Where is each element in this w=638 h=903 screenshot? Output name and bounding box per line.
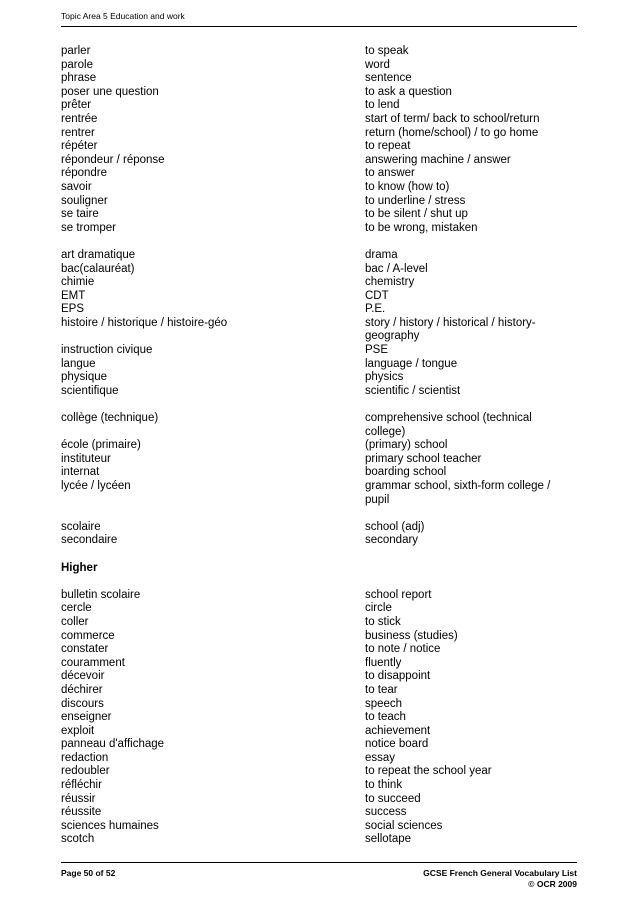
english-translation: PSE — [365, 344, 389, 357]
english-translation: achievement — [365, 724, 431, 737]
vocab-row — [61, 113, 577, 127]
english-translation: to tear — [365, 683, 398, 696]
french-term: parler — [61, 45, 91, 57]
vocab-row — [61, 86, 577, 100]
vocabulary-list — [61, 45, 577, 847]
vocab-row — [61, 820, 577, 834]
english-translation: to be silent / shut up — [365, 208, 468, 221]
english-translation: fluently — [365, 656, 402, 669]
french-term: EPS — [61, 303, 85, 316]
vocab-row — [61, 167, 577, 181]
english-translation: bac / A-level — [365, 262, 428, 275]
french-term: couramment — [61, 656, 125, 669]
french-term: prêter — [61, 99, 92, 112]
vocab-row — [61, 711, 577, 725]
vocab-row — [61, 616, 577, 630]
english-translation: to repeat — [365, 140, 411, 153]
vocab-row — [61, 140, 577, 154]
vocab-row — [61, 779, 577, 793]
french-term: bac(calauréat) — [61, 262, 135, 275]
english-translation: scientific / scientist — [365, 384, 461, 397]
english-translation: to think — [365, 779, 403, 792]
french-term: décevoir — [61, 670, 105, 683]
vocab-row — [61, 45, 577, 59]
copyright-notice: © OCR 2009 — [528, 879, 577, 889]
spacer — [61, 398, 577, 412]
vocab-row — [61, 303, 577, 317]
english-translation: answering machine / answer — [365, 153, 511, 166]
vocab-row — [61, 59, 577, 73]
vocab-row — [61, 806, 577, 820]
english-translation: notice board — [365, 738, 429, 751]
vocab-row — [61, 195, 577, 209]
english-translation: word — [365, 58, 390, 71]
header-divider — [61, 26, 577, 27]
english-translation: school report — [365, 588, 432, 601]
french-term: EMT — [61, 289, 86, 302]
vocab-row — [61, 127, 577, 141]
vocab-row — [61, 589, 577, 603]
vocab-row — [61, 317, 577, 344]
french-term: exploit — [61, 724, 95, 737]
vocab-row — [61, 738, 577, 752]
french-term: poser une question — [61, 85, 159, 98]
french-term: école (primaire) — [61, 439, 141, 452]
vocab-row — [61, 657, 577, 671]
vocab-row — [61, 752, 577, 766]
english-translation: sellotape — [365, 833, 412, 846]
vocab-row — [61, 439, 577, 453]
english-translation: secondary — [365, 534, 419, 547]
french-term: redoubler — [61, 765, 110, 778]
french-term: scolaire — [61, 520, 101, 533]
vocab-row — [61, 72, 577, 86]
english-translation: to underline / stress — [365, 194, 466, 207]
vocab-row — [61, 698, 577, 712]
english-translation: social sciences — [365, 819, 443, 832]
english-translation: chemistry — [365, 276, 415, 289]
french-term: panneau d'affichage — [61, 738, 165, 751]
english-translation: to know (how to) — [365, 180, 450, 193]
french-term: constater — [61, 643, 109, 656]
vocab-row — [61, 765, 577, 779]
english-translation: to repeat the school year — [365, 765, 492, 778]
english-translation: to disappoint — [365, 670, 431, 683]
french-term: rentrée — [61, 112, 98, 125]
french-term: réussite — [61, 806, 102, 819]
vocab-row — [61, 222, 577, 236]
english-translation: to lend — [365, 99, 400, 112]
french-term: instruction civique — [61, 344, 153, 357]
french-term: bulletin scolaire — [61, 588, 141, 601]
vocab-row — [61, 602, 577, 616]
english-translation: CDT — [365, 289, 389, 302]
english-translation: essay — [365, 751, 396, 764]
english-translation: to be wrong, mistaken — [365, 221, 478, 234]
vocab-row — [61, 412, 577, 439]
english-translation: to succeed — [365, 792, 421, 805]
vocab-row — [61, 643, 577, 657]
french-term: enseigner — [61, 711, 112, 724]
spacer — [61, 575, 577, 589]
french-term: histoire / historique / histoire-géo — [61, 316, 228, 329]
french-term: souligner — [61, 194, 108, 207]
english-translation: language / tongue — [365, 357, 458, 370]
french-term: instituteur — [61, 452, 111, 465]
english-translation: return (home/school) / to go home — [365, 126, 539, 139]
french-term: lycée / lycéen — [61, 480, 131, 492]
french-term: se tromper — [61, 221, 116, 234]
spacer — [61, 548, 577, 562]
english-translation: circle — [365, 602, 392, 615]
vocab-row — [61, 154, 577, 168]
vocab-row — [61, 833, 577, 847]
english-translation: primary school teacher — [365, 452, 482, 465]
french-term: répondeur / réponse — [61, 153, 165, 166]
english-translation: to teach — [365, 711, 406, 724]
english-translation: business (studies) — [365, 629, 458, 642]
vocab-row — [61, 263, 577, 277]
vocab-row — [61, 480, 577, 507]
english-translation: to speak — [365, 45, 409, 57]
english-translation: to stick — [365, 615, 401, 628]
vocab-row — [61, 249, 577, 263]
english-translation: sentence — [365, 72, 412, 85]
vocab-row — [61, 181, 577, 195]
english-translation: comprehensive school (technical college) — [365, 412, 532, 438]
french-term: commerce — [61, 629, 115, 642]
french-term: coller — [61, 615, 89, 628]
french-term: scientifique — [61, 384, 119, 397]
vocab-row — [61, 725, 577, 739]
section-heading: Higher — [61, 561, 98, 574]
english-translation: speech — [365, 697, 403, 710]
french-term: langue — [61, 357, 96, 370]
vocab-row — [61, 99, 577, 113]
french-term: chimie — [61, 276, 95, 289]
french-term: art dramatique — [61, 248, 136, 261]
vocab-row — [61, 208, 577, 222]
french-term: réussir — [61, 792, 96, 805]
english-translation: P.E. — [365, 303, 386, 316]
vocab-row — [61, 534, 577, 548]
french-term: se taire — [61, 208, 99, 221]
french-term: répondre — [61, 167, 108, 180]
vocab-row — [61, 793, 577, 807]
french-term: discours — [61, 697, 104, 710]
english-translation: to note / notice — [365, 643, 441, 656]
vocab-row — [61, 276, 577, 290]
vocab-row — [61, 521, 577, 535]
vocab-row — [61, 290, 577, 304]
french-term: scotch — [61, 833, 95, 846]
page-header-topic: Topic Area 5 Education and work — [61, 11, 185, 21]
vocab-row — [61, 371, 577, 385]
english-translation: physics — [365, 371, 404, 384]
vocab-row — [61, 344, 577, 358]
vocab-row — [61, 670, 577, 684]
english-translation: to answer — [365, 167, 415, 180]
french-term: phrase — [61, 72, 97, 85]
french-term: parole — [61, 58, 93, 71]
vocab-row — [61, 684, 577, 698]
english-translation: start of term/ back to school/return — [365, 112, 540, 125]
french-term: physique — [61, 371, 108, 384]
french-term: rentrer — [61, 126, 95, 139]
english-translation: (primary) school — [365, 439, 448, 452]
french-term: sciences humaines — [61, 819, 159, 832]
vocab-row — [61, 358, 577, 372]
page-number: Page 50 of 52 — [61, 868, 116, 878]
french-term: collège (technique) — [61, 412, 159, 425]
french-term: internat — [61, 466, 100, 479]
french-term: savoir — [61, 180, 92, 193]
vocab-row — [61, 630, 577, 644]
vocab-row — [61, 466, 577, 480]
french-term: redaction — [61, 751, 109, 764]
english-translation: to ask a question — [365, 85, 452, 98]
french-term: secondaire — [61, 534, 118, 547]
spacer — [61, 235, 577, 249]
french-term: cercle — [61, 602, 92, 615]
english-translation: story / history / historical / history-geography — [365, 316, 536, 343]
vocab-row — [61, 385, 577, 399]
english-translation: boarding school — [365, 466, 447, 479]
vocab-row — [61, 453, 577, 467]
french-term: réfléchir — [61, 779, 102, 792]
english-translation: grammar school, sixth-form college / pupil — [365, 480, 551, 506]
french-term: répéter — [61, 140, 98, 153]
english-translation: drama — [365, 248, 398, 261]
spacer — [61, 507, 577, 521]
english-translation: school (adj) — [365, 520, 425, 533]
english-translation: success — [365, 806, 407, 819]
french-term: déchirer — [61, 683, 103, 696]
footer-divider — [61, 862, 577, 863]
document-title: GCSE French General Vocabulary List — [423, 868, 577, 878]
